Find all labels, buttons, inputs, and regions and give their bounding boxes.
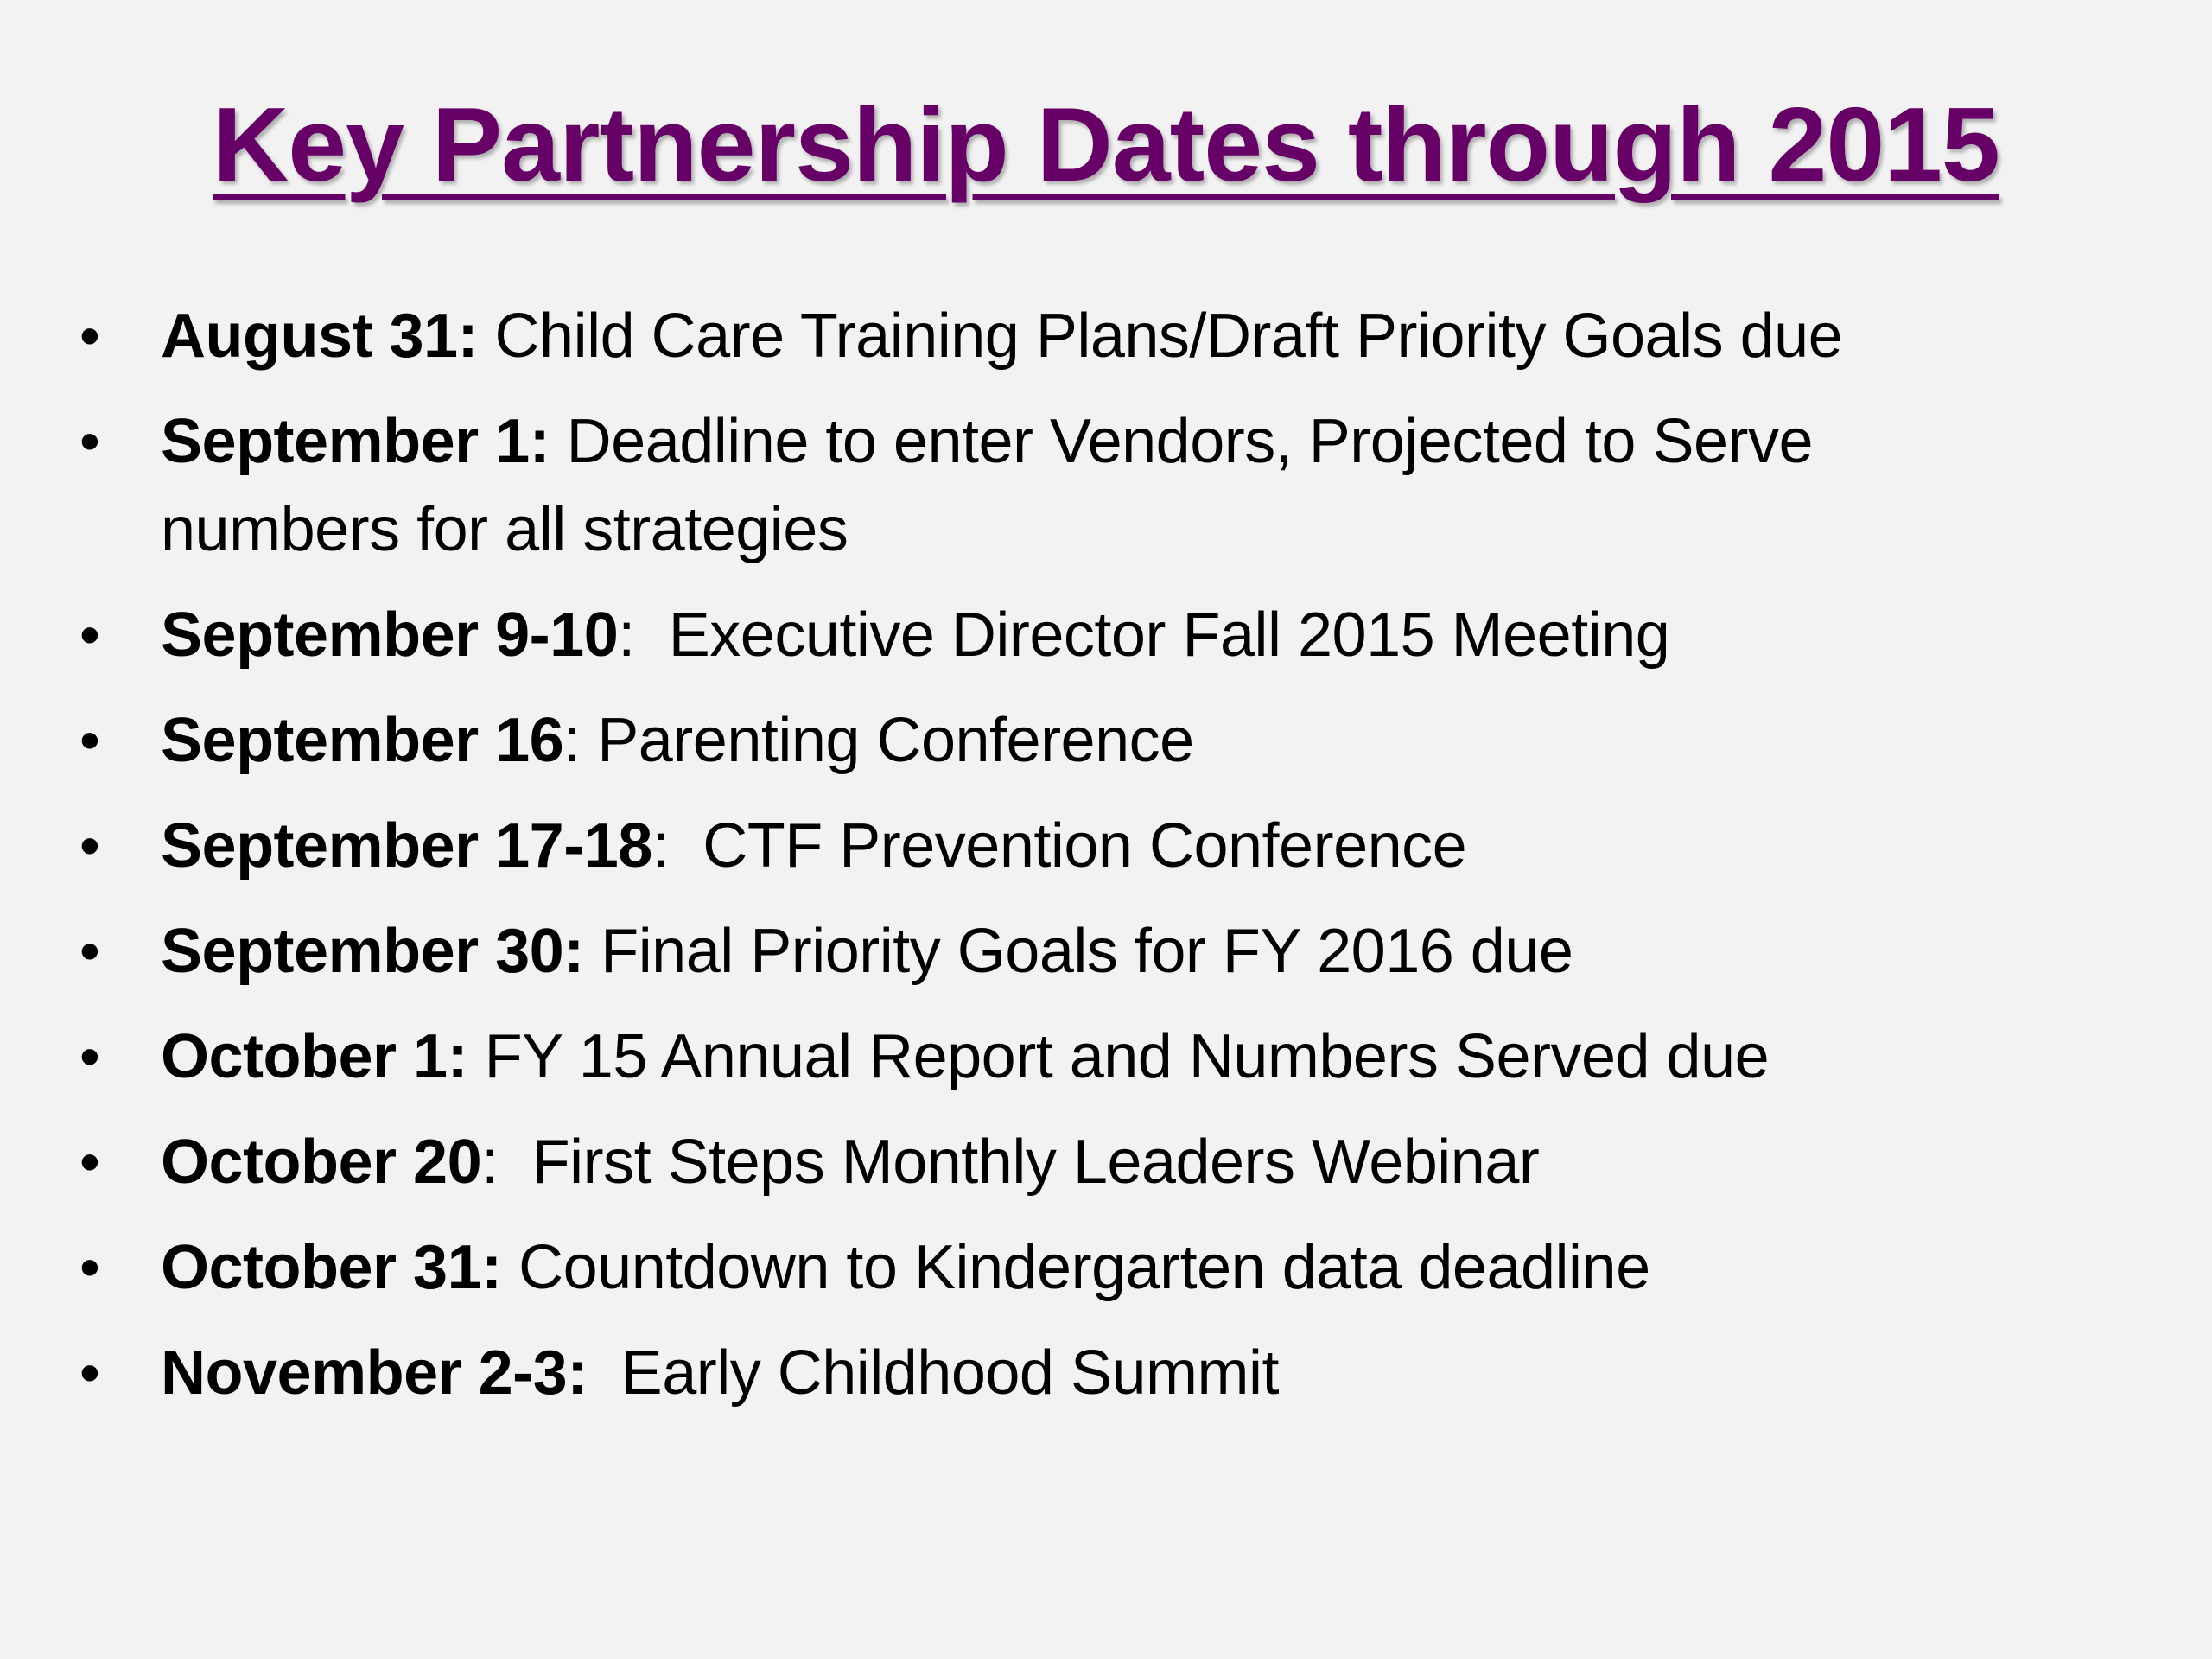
item-description: FY 15 Annual Report and Numbers Served due [467, 1022, 1770, 1091]
item-description: Final Priority Goals for FY 2016 due [583, 917, 1573, 986]
list-item [0, 591, 2212, 679]
list-item [0, 292, 2212, 380]
item-description: : Executive Director Fall 2015 Meeting [618, 601, 1670, 670]
bullet-icon: • [79, 602, 100, 668]
bullet-icon: • [79, 303, 100, 369]
item-date: August 31: [161, 302, 479, 371]
item-description: Deadline to enter Vendors, Projected to Serve numbers for all strategies [161, 407, 1830, 564]
list-item [0, 696, 2212, 785]
item-date: September 30: [161, 917, 584, 986]
item-date: September 16 [161, 706, 564, 775]
bullet-icon: • [79, 1024, 100, 1090]
slide-title: Key Partnership Dates through 2015 [213, 86, 1999, 203]
list-item [0, 1329, 2212, 1417]
dates-list [0, 292, 2212, 1434]
item-description: Early Childhood Summit [587, 1338, 1279, 1408]
item-description: : CTF Prevention Conference [652, 811, 1467, 880]
bullet-icon: • [79, 1129, 100, 1195]
bullet-icon: • [79, 918, 100, 984]
list-item [0, 1118, 2212, 1206]
item-date: September 17-18 [161, 811, 652, 880]
list-item [0, 397, 2212, 574]
item-date: October 1: [161, 1022, 468, 1091]
list-item [0, 907, 2212, 995]
item-date: September 1: [161, 407, 550, 476]
item-date: September 9-10 [161, 601, 619, 670]
list-item [0, 1224, 2212, 1312]
bullet-icon: • [79, 708, 100, 773]
item-date: November 2-3: [161, 1338, 588, 1408]
item-description: : First Steps Monthly Leaders Webinar [481, 1128, 1540, 1197]
item-description: : Parenting Conference [563, 706, 1194, 775]
bullet-icon: • [79, 409, 100, 474]
bullet-icon: • [79, 1340, 100, 1406]
item-description: Child Care Training Plans/Draft Priority Goals due [478, 302, 1843, 371]
bullet-icon: • [79, 1235, 100, 1300]
list-item [0, 802, 2212, 890]
item-date: October 20 [161, 1128, 482, 1197]
bullet-icon: • [79, 813, 100, 879]
list-item [0, 1013, 2212, 1101]
item-date: October 31: [161, 1233, 502, 1302]
item-description: Countdown to Kindergarten data deadline [501, 1233, 1650, 1302]
